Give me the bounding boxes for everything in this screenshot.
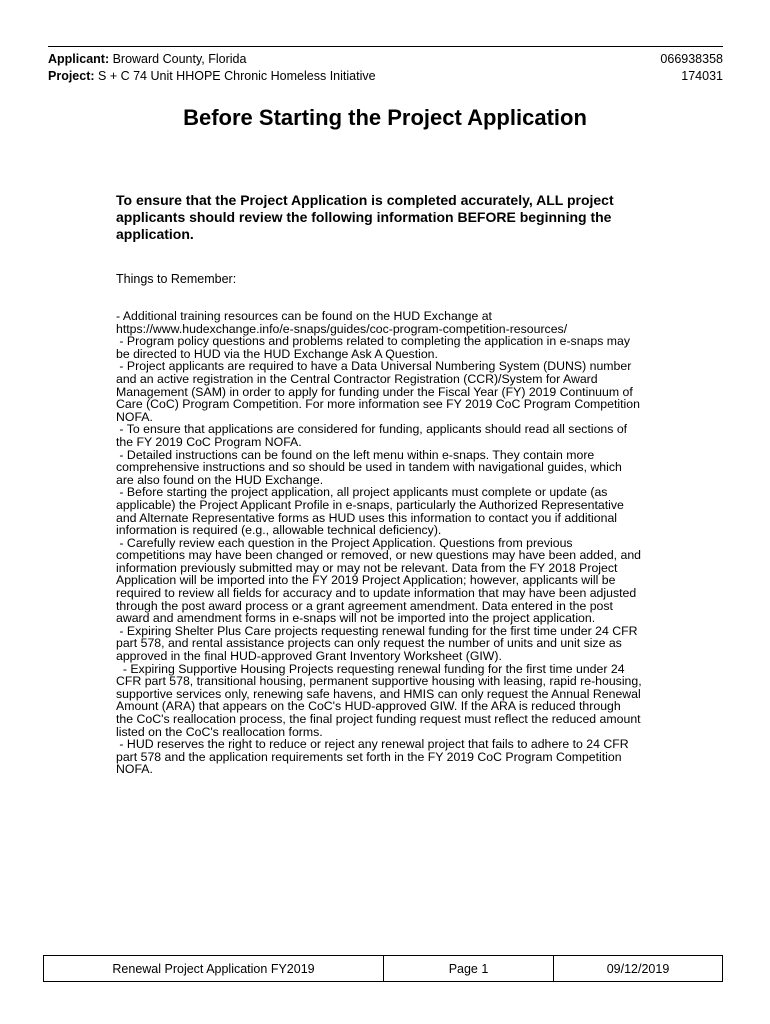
body-line: through the post award process or a grant agreement amendment. Data entered in the post	[116, 598, 613, 613]
project-line	[48, 69, 376, 84]
body-line: approved in the final HUD-approved Grant Inventory Worksheet (GIW).	[116, 649, 502, 664]
body-line: the FY 2019 CoC Program NOFA.	[116, 434, 302, 449]
intro-paragraph: To ensure that the Project Application is completed accurately, ALL project applicants should review the following information BEFORE beginning the application.	[116, 192, 614, 242]
project-number: 174031	[681, 69, 723, 83]
body-line: and an active registration in the Central Contractor Registration (CCR)/System for Award	[116, 371, 598, 386]
body-line: CFR part 578, transitional housing, permanent supportive housing with leasing, rapid re-housing,	[116, 674, 642, 689]
page-footer	[43, 955, 723, 982]
things-to-remember-heading: Things to Remember:	[116, 272, 237, 286]
body-line: be directed to HUD via the HUD Exchange Ask A Question.	[116, 346, 438, 361]
body-line: information is required (e.g., allowable technical deficiency).	[116, 523, 442, 538]
applicant-value: Broward County, Florida	[109, 52, 247, 66]
body-line: Application will be imported into the FY 2019 Project Application; however, applicants will be	[116, 573, 616, 588]
body-line: part 578, and rental assistance projects can only request the number of units and unit size as	[116, 636, 622, 651]
body-line: Amount (ARA) that appears on the CoC's HUD-approved GIW. If the ARA is reduced through	[116, 699, 621, 714]
body-line: - To ensure that applications are considered for funding, applicants should read all sections of	[116, 422, 628, 437]
applicant-line	[48, 52, 246, 67]
applicant-id-number: 066938358	[660, 52, 723, 66]
body-line: are also found on the HUD Exchange.	[116, 472, 324, 487]
body-line: required to review all fields for accuracy and to update information that may have been adjusted	[116, 586, 637, 601]
footer-form-name: Renewal Project Application FY2019	[44, 956, 384, 981]
body-line: Care (CoC) Program Competition. For more information see FY 2019 CoC Program Competition	[116, 397, 640, 412]
body-line: - Carefully review each question in the Project Application. Questions from previous	[116, 535, 573, 550]
body-line: - Expiring Shelter Plus Care projects requesting renewal funding for the first time under 24 CFR	[116, 623, 638, 638]
body-line: - HUD reserves the right to reduce or reject any renewal project that fails to adhere to 24 CFR	[116, 737, 629, 752]
body-line: - Expiring Supportive Housing Projects requesting renewal funding for the first time under 24	[116, 661, 625, 676]
body-line: https://www.hudexchange.info/e-snaps/guides/coc-program-competition-resources/	[116, 321, 568, 336]
body-line: - Additional training resources can be found on the HUD Exchange at	[116, 309, 492, 323]
body-line: - Program policy questions and problems related to completing the application in e-snaps may	[116, 334, 631, 349]
body-line: - Project applicants are required to have a Data Universal Numbering System (DUNS) number	[116, 359, 632, 374]
body-line: listed on the CoC's reallocation forms.	[116, 724, 323, 739]
body-line: supportive services only, renewing safe havens, and HMIS can only request the Annual Renewal	[116, 686, 641, 701]
project-label: Project:	[48, 69, 95, 83]
page-title: Before Starting the Project Application	[183, 105, 587, 130]
footer-date: 09/12/2019	[606, 961, 670, 976]
applicant-label: Applicant:	[48, 52, 110, 66]
body-line: competitions may have been changed or removed, or new questions may have been added, and	[116, 548, 642, 563]
header-rule	[48, 46, 723, 47]
body-line: and Alternate Representative forms as HUD uses this information to contact you if additional	[116, 510, 618, 525]
body-line: - Before starting the project application, all project applicants must complete or update (as	[116, 485, 608, 500]
body-line: Management (SAM) in order to apply for funding under the Fiscal Year (FY) 2019 Continuum of	[116, 384, 633, 399]
body-line: the CoC's reallocation process, the final project funding request must reflect the reduced amount	[116, 712, 641, 726]
body-line: - Detailed instructions can be found on the left menu within e-snaps. They contain more	[116, 447, 595, 462]
body-line: comprehensive instructions and so should be used in tandem with navigational guides, which	[116, 460, 622, 475]
footer-page-number: Page 1	[384, 956, 554, 981]
body-line: NOFA.	[116, 409, 153, 424]
body-line: NOFA.	[116, 762, 153, 777]
project-value: S + C 74 Unit HHOPE Chronic Homeless Initiative	[94, 69, 376, 83]
body-line: information previously submitted may or may not be relevant. Data from the FY 2018 Project	[116, 560, 618, 575]
body-line: applicable) the Project Applicant Profile in e-snaps, particularly the Authorized Representative	[116, 497, 624, 512]
instructions-body	[116, 310, 661, 776]
body-line: part 578 and the application requirements set forth in the FY 2019 CoC Program Competition	[116, 749, 622, 764]
body-line: award and amendment forms in e-snaps will not be imported into the project application.	[116, 611, 596, 626]
